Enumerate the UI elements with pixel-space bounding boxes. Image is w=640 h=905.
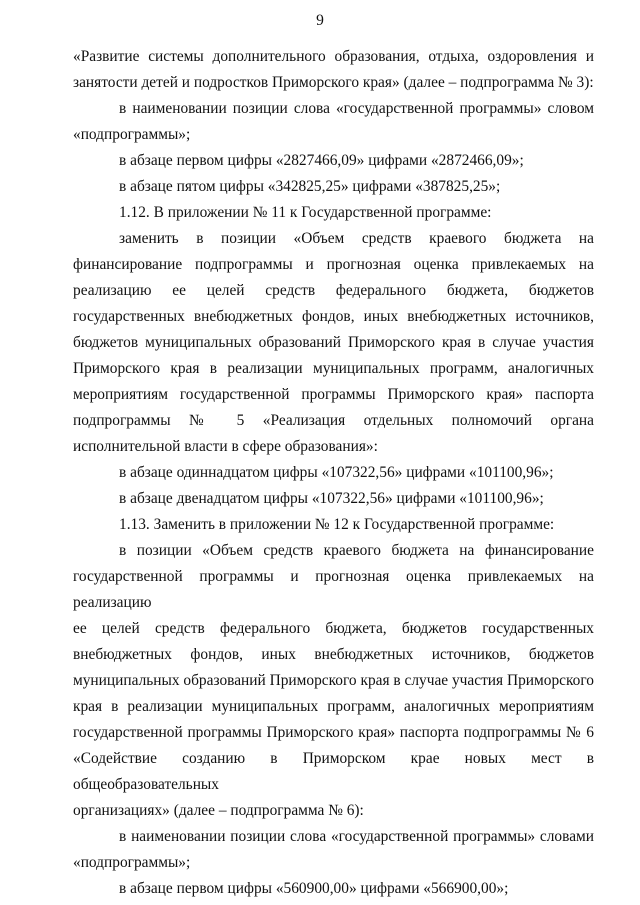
paragraph-item-1-12 bbox=[73, 200, 594, 226]
text-line: «Содействие созданию в Приморском крае новых мест в общеобразовательных bbox=[73, 750, 594, 793]
text-line: в абзаце пятом цифры «342825,25» цифрами «387825,25»; bbox=[119, 178, 501, 195]
text-line: организациях» (далее – подпрограмма № 6): bbox=[73, 802, 364, 819]
text-line: занятости детей и подростков Приморского края» (далее – подпрограмма № 3): bbox=[73, 74, 594, 91]
text-line: мероприятиям государственной программы Приморского края» паспорта bbox=[73, 386, 594, 403]
text-line: в наименовании позиции слова «государственной программы» словом bbox=[119, 100, 594, 117]
text-line: бюджетов муниципальных образований Приморского края в случае участия bbox=[73, 334, 594, 351]
text-line: «подпрограммы»; bbox=[73, 854, 191, 871]
text-line: финансирование подпрограммы и прогнозная оценка привлекаемых на bbox=[73, 256, 594, 273]
page-number: 9 bbox=[316, 12, 324, 29]
paragraph-rename-position bbox=[73, 96, 594, 148]
paragraph-fifth-abzac bbox=[73, 174, 594, 200]
text-line: заменить в позиции «Объем средств краевого бюджета на bbox=[119, 230, 594, 247]
paragraph-replace-position-subprogram-5 bbox=[73, 226, 594, 460]
text-line: Приморского края в реализации муниципальных программ, аналогичных bbox=[73, 360, 594, 377]
text-line: в позиции «Объем средств краевого бюджета на финансирование bbox=[119, 542, 594, 559]
text-line: в наименовании позиции слова «государственной программы» словами bbox=[119, 828, 594, 845]
text-line: муниципальных образований Приморского края в случае участия Приморского bbox=[73, 672, 594, 689]
paragraph-twelfth-abzac bbox=[73, 486, 594, 512]
text-line: в абзаце одиннадцатом цифры «107322,56» цифрами «101100,96»; bbox=[119, 464, 554, 481]
text-line: в абзаце первом цифры «2827466,09» цифрами «2872466,09»; bbox=[119, 152, 524, 169]
text-line: края в реализации муниципальных программ, аналогичных мероприятиям bbox=[73, 698, 594, 715]
text-line: исполнительной власти в сфере образования»: bbox=[73, 438, 378, 455]
text-line: 1.13. Заменить в приложении № 12 к Государственной программе: bbox=[119, 516, 555, 533]
text-line: государственной программы и прогнозная оценка привлекаемых на реализацию bbox=[73, 568, 594, 611]
paragraph-eleventh-abzac bbox=[73, 460, 594, 486]
paragraph-first-abzac-2 bbox=[73, 876, 594, 902]
text-line: в абзаце двенадцатом цифры «107322,56» цифрами «101100,96»; bbox=[119, 490, 544, 507]
text-line: ее целей средств федерального бюджета, бюджетов государственных bbox=[73, 620, 594, 637]
document-body bbox=[73, 44, 594, 902]
paragraph-position-subprogram-6 bbox=[73, 538, 594, 824]
text-line: реализацию ее целей средств федерального бюджета, бюджетов bbox=[73, 282, 594, 299]
text-line: «Развитие системы дополнительного образования, отдыха, оздоровления и bbox=[73, 48, 594, 65]
text-line: 1.12. В приложении № 11 к Государственной программе: bbox=[119, 204, 492, 221]
paragraph-subprogram-3-title bbox=[73, 44, 594, 96]
paragraph-item-1-13 bbox=[73, 512, 594, 538]
paragraph-rename-position-2 bbox=[73, 824, 594, 876]
text-line: государственной программы Приморского края» паспорта подпрограммы № 6 bbox=[73, 724, 594, 741]
paragraph-first-abzac bbox=[73, 148, 594, 174]
text-line: государственных внебюджетных фондов, иных внебюджетных источников, bbox=[73, 308, 594, 325]
text-line: в абзаце первом цифры «560900,00» цифрами «566900,00»; bbox=[119, 880, 509, 897]
text-line: подпрограммы № 5 «Реализация отдельных полномочий органа bbox=[73, 412, 594, 429]
text-line: внебюджетных фондов, иных внебюджетных источников, бюджетов bbox=[73, 646, 594, 663]
text-line: «подпрограммы»; bbox=[73, 126, 191, 143]
